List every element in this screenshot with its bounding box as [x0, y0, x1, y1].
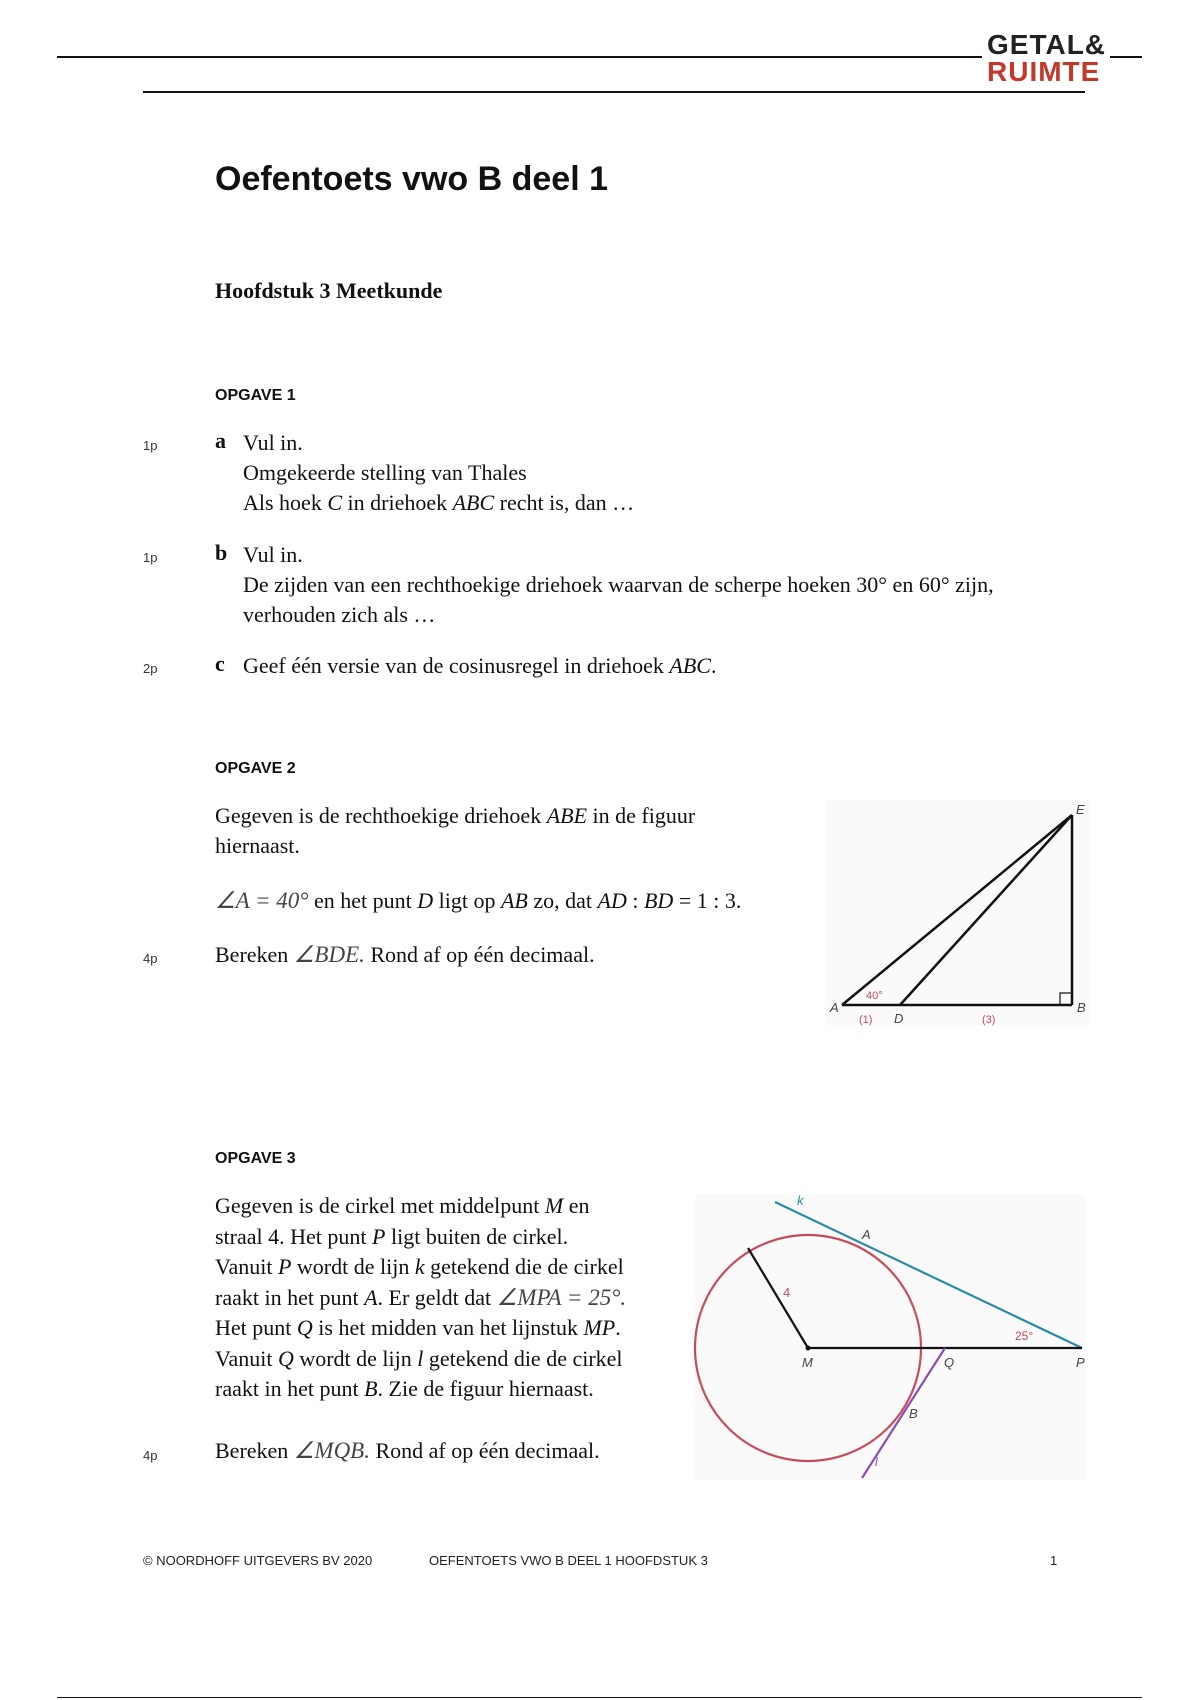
angle-mpa-formula: ∠MPA = 25°.: [496, 1284, 627, 1310]
opgave-2-given: ∠A = 40° en het punt D ligt op AB zo, dat AD : BD = 1 : 3.: [215, 888, 742, 913]
q1b-line-1: Vul in.: [243, 542, 303, 567]
q3-line-6: Vanuit Q wordt de lijn l getekend die de cirkel: [215, 1345, 623, 1371]
label-m: M: [802, 1355, 813, 1370]
label-l: l: [875, 1455, 878, 1469]
opgave-2-heading: OPGAVE 2: [215, 760, 296, 777]
q3-line-3: Vanuit P wordt de lijn k getekend die de cirkel: [215, 1254, 624, 1279]
bottom-rule: [57, 1697, 1142, 1698]
opgave-3-heading: OPGAVE 3: [215, 1150, 296, 1167]
circle-figure: [690, 1190, 1090, 1490]
chapter-heading: Hoofdstuk 3 Meetkunde: [215, 278, 443, 303]
opgave-1-heading: OPGAVE 1: [215, 387, 296, 404]
triangle-figure: [820, 800, 1100, 1030]
question-1a: [243, 428, 634, 518]
logo-line-2: RUIMTE: [987, 56, 1101, 87]
label-radius-4: 4: [783, 1285, 791, 1300]
header-rule-top: [57, 56, 982, 58]
q3-line-1: Gegeven is de cirkel met middelpunt M en: [215, 1193, 590, 1218]
points-1a: 1p: [143, 438, 158, 453]
angle-a-formula: ∠A = 40°: [215, 888, 309, 913]
footer-page-number: 1: [1050, 1553, 1058, 1568]
points-1c: 2p: [143, 661, 158, 676]
footer-document-title: OEFENTOETS VWO B DEEL 1 HOOFDSTUK 3: [429, 1553, 708, 1568]
label-p: P: [1076, 1355, 1085, 1370]
logo-line-1: GETAL&: [987, 29, 1107, 60]
q3-line-5: Het punt Q is het midden van het lijnstuk MP.: [215, 1315, 621, 1340]
label-a: A: [862, 1227, 871, 1242]
q2-line-2: hiernaast.: [215, 833, 300, 858]
points-1b: 1p: [143, 550, 158, 565]
angle-bde-formula: ∠BDE.: [293, 942, 365, 967]
question-letter-b: b: [215, 540, 228, 565]
q1a-line-2: Omgekeerde stelling van Thales: [243, 460, 527, 485]
points-3: 4p: [143, 1448, 158, 1463]
opgave-2-intro: [215, 801, 695, 861]
question-letter-a: a: [215, 428, 226, 453]
q3-line-2: straal 4. Het punt P ligt buiten de cirkel.: [215, 1223, 569, 1249]
label-a: A: [830, 1000, 839, 1015]
publisher-logo: [987, 31, 1106, 85]
q1b-line-3: verhouden zich als …: [243, 602, 436, 627]
page-title: Oefentoets vwo B deel 1: [215, 160, 608, 198]
angle-mqb-formula: ∠MQB.: [293, 1438, 370, 1463]
ratio-3-label: (3): [982, 1014, 996, 1026]
q1a-line-1: Vul in.: [243, 430, 303, 455]
ratio-1-label: (1): [859, 1014, 873, 1026]
question-1b: [243, 540, 994, 630]
footer-copyright: © NOORDHOFF UITGEVERS BV 2020: [143, 1553, 373, 1568]
angle-25-label: 25°: [1015, 1329, 1034, 1343]
center-point: [806, 1346, 811, 1351]
q1b-line-2: De zijden van een rechthoekige driehoek waarvan de scherpe hoeken 30° en 60° zijn,: [243, 572, 994, 597]
opgave-3-question: Bereken ∠MQB. Rond af op één decimaal.: [215, 1438, 600, 1463]
angle-40-label: 40°: [866, 990, 883, 1002]
opgave-3-text: [215, 1191, 626, 1405]
opgave-2-question: Bereken ∠BDE. Rond af op één decimaal.: [215, 942, 595, 967]
label-d: D: [894, 1011, 904, 1026]
question-1c: Geef één versie van de cosinusregel in driehoek ABC.: [243, 653, 717, 678]
label-q: Q: [944, 1355, 955, 1370]
q3-line-7: raakt in het punt B. Zie de figuur hiernaast.: [215, 1376, 594, 1401]
question-letter-c: c: [215, 651, 225, 676]
q1a-line-3: Als hoek C in driehoek ABC recht is, dan …: [243, 490, 635, 515]
label-k: k: [797, 1193, 804, 1208]
header-rule-bottom: [143, 91, 1085, 93]
label-b: B: [909, 1406, 918, 1421]
q3-line-4: raakt in het punt A. Er geldt dat ∠MPA = 25°.: [215, 1284, 627, 1310]
points-2: 4p: [143, 951, 158, 966]
header-rule-top-right: [1110, 56, 1142, 58]
label-e: E: [1076, 802, 1085, 817]
label-b: B: [1077, 1000, 1086, 1015]
q2-line-1: Gegeven is de rechthoekige driehoek ABE in de figuur: [215, 803, 696, 828]
